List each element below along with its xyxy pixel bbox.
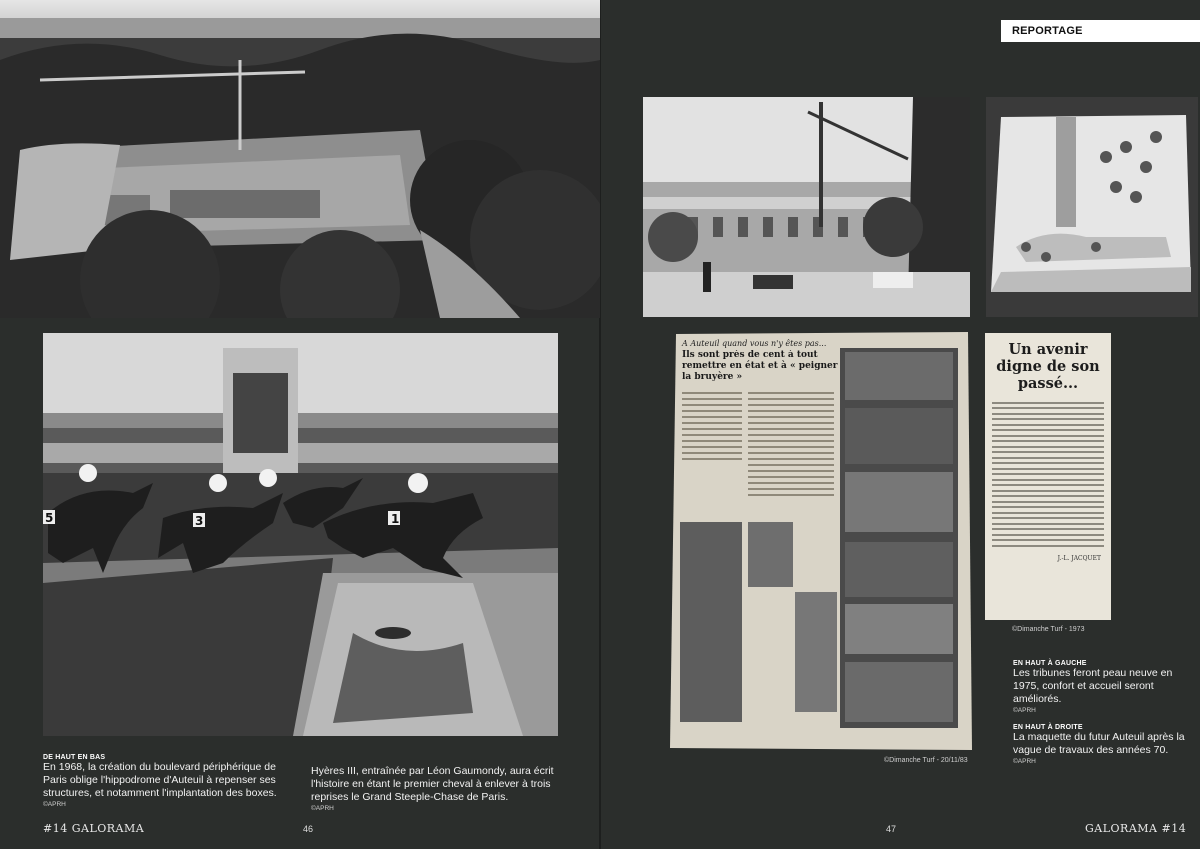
clipping-signature: J.-L. JACQUET	[1057, 554, 1101, 562]
caption-top-left-heading: EN HAUT À GAUCHE	[1013, 660, 1087, 667]
racecourse-model-photo	[986, 97, 1198, 317]
caption-top-right	[1013, 724, 1193, 765]
footer-right-issue: #14	[1161, 822, 1187, 835]
footer-left-brand	[43, 822, 144, 835]
saddle-number-3: 3	[195, 514, 204, 528]
small-clipping	[985, 333, 1111, 620]
clipping-credit: ©Dimanche Turf - 1973	[1012, 626, 1085, 633]
footer-right-brand-name: GALORAMA	[1085, 822, 1158, 835]
caption-left-credit: ©APRH	[43, 801, 66, 808]
newspaper-headline: Ils sont près de cent à tout remettre en état et à « peigner la bruyère »	[682, 350, 838, 382]
grandstand-construction-photo	[643, 97, 970, 317]
footer-left-brand-name: GALORAMA	[71, 822, 145, 835]
caption-top-right-text: La maquette du futur Auteuil après la vague de travaux des années 70.	[1013, 731, 1185, 756]
steeplechase-race-photo	[43, 333, 558, 736]
caption-left-heading: DE HAUT EN BAS	[43, 754, 106, 761]
caption-top-right-credit: ©APRH	[1013, 758, 1036, 765]
caption-top-left-text: Les tribunes feront peau neuve en 1975, confort et accueil seront améliorés.	[1013, 667, 1173, 705]
aerial-construction-photo	[0, 0, 600, 318]
clipping-body-lines	[985, 402, 1111, 547]
clipping-headline: Un avenir digne de son passé...	[996, 341, 1100, 392]
caption-left-text: En 1968, la création du boulevard périphérique de Paris oblige l'hippodrome d'Auteuil à repenser ses structures, et notamment l'implantation des boxes.	[43, 761, 277, 799]
caption-race-credit: ©APRH	[311, 805, 334, 812]
newspaper-credit: ©Dimanche Turf - 20/11/83	[884, 757, 968, 764]
footer-left-issue: #14	[43, 822, 68, 835]
caption-top-left	[1013, 660, 1188, 714]
newspaper-kicker: A Auteuil quand vous n'y êtes pas...	[682, 339, 827, 348]
page-number-left: 46	[303, 824, 314, 834]
caption-race	[311, 765, 561, 812]
section-tag: REPORTAGE	[1001, 20, 1200, 42]
saddle-number-5: 5	[45, 511, 54, 525]
caption-left	[43, 754, 283, 808]
caption-top-left-credit: ©APRH	[1013, 707, 1036, 714]
newspaper-clipping	[670, 332, 972, 750]
caption-top-right-heading: EN HAUT À DROITE	[1013, 724, 1083, 731]
caption-race-text: Hyères III, entraînée par Léon Gaumondy, aura écrit l'histoire en étant le premier cheval à enlever à trois reprises le Grand Steeple-Chase de Paris.	[311, 765, 554, 803]
saddle-number-1: 1	[391, 512, 400, 526]
page-number-right: 47	[886, 824, 897, 834]
footer-right-brand	[1085, 822, 1186, 835]
